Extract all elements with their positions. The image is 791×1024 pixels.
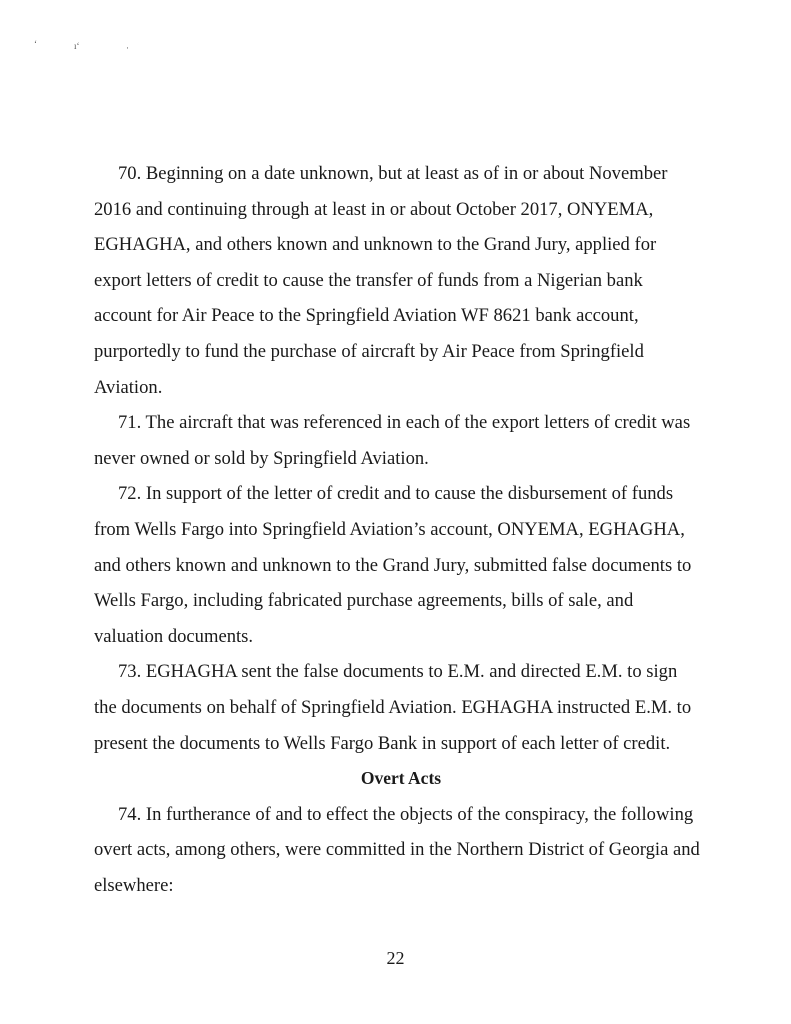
paragraph-74: 74. In furtherance of and to effect the objects of the conspiracy, the following overt acts, among others, were committed in the Northern District of Georgia and elsewhere: [94,803,700,896]
paragraph-71: 71. The aircraft that was referenced in each of the export letters of credit was never owned or sold by Springfield Aviation. [94,412,691,469]
scan-speck: ‘ [34,39,37,49]
paragraph-70: 70. Beginning on a date unknown, but at least as of in or about November 2016 and continuing through at least in or about October 2017, ONYEMA, EGHAGHA, and others known and unknown to the Grand Jury, applied for export letters of credit to cause the transfer of funds from a Nigerian bank account for Air Peace to the Springfield Aviation WF 8621 bank account, purportedly to fund the purchase of aircraft by Air Peace from Springfield Aviation. [94,163,668,398]
paragraph-73: 73. EGHAGHA sent the false documents to E.M. and directed E.M. to sign the documents on behalf of Springfield Aviation. EGHAGHA instructed E.M. to present the documents to Wells Fargo Bank in support of each letter of credit. [94,661,692,754]
scan-speck: ı‘ [74,41,80,51]
page-number: 22 [386,948,405,968]
section-heading: Overt Acts [360,768,442,789]
scan-speck: · [126,43,129,53]
paragraph-72: 72. In support of the letter of credit and to cause the disbursement of funds from Wells Fargo into Springfield Aviation’s account, ONYEMA, EGHAGHA, and others known and unknown to the Grand Jury, submitted false documents to Wells Fargo, including fabricated purchase agreements, bills of sale, and valuation documents. [94,483,692,647]
document-body [94,156,700,903]
